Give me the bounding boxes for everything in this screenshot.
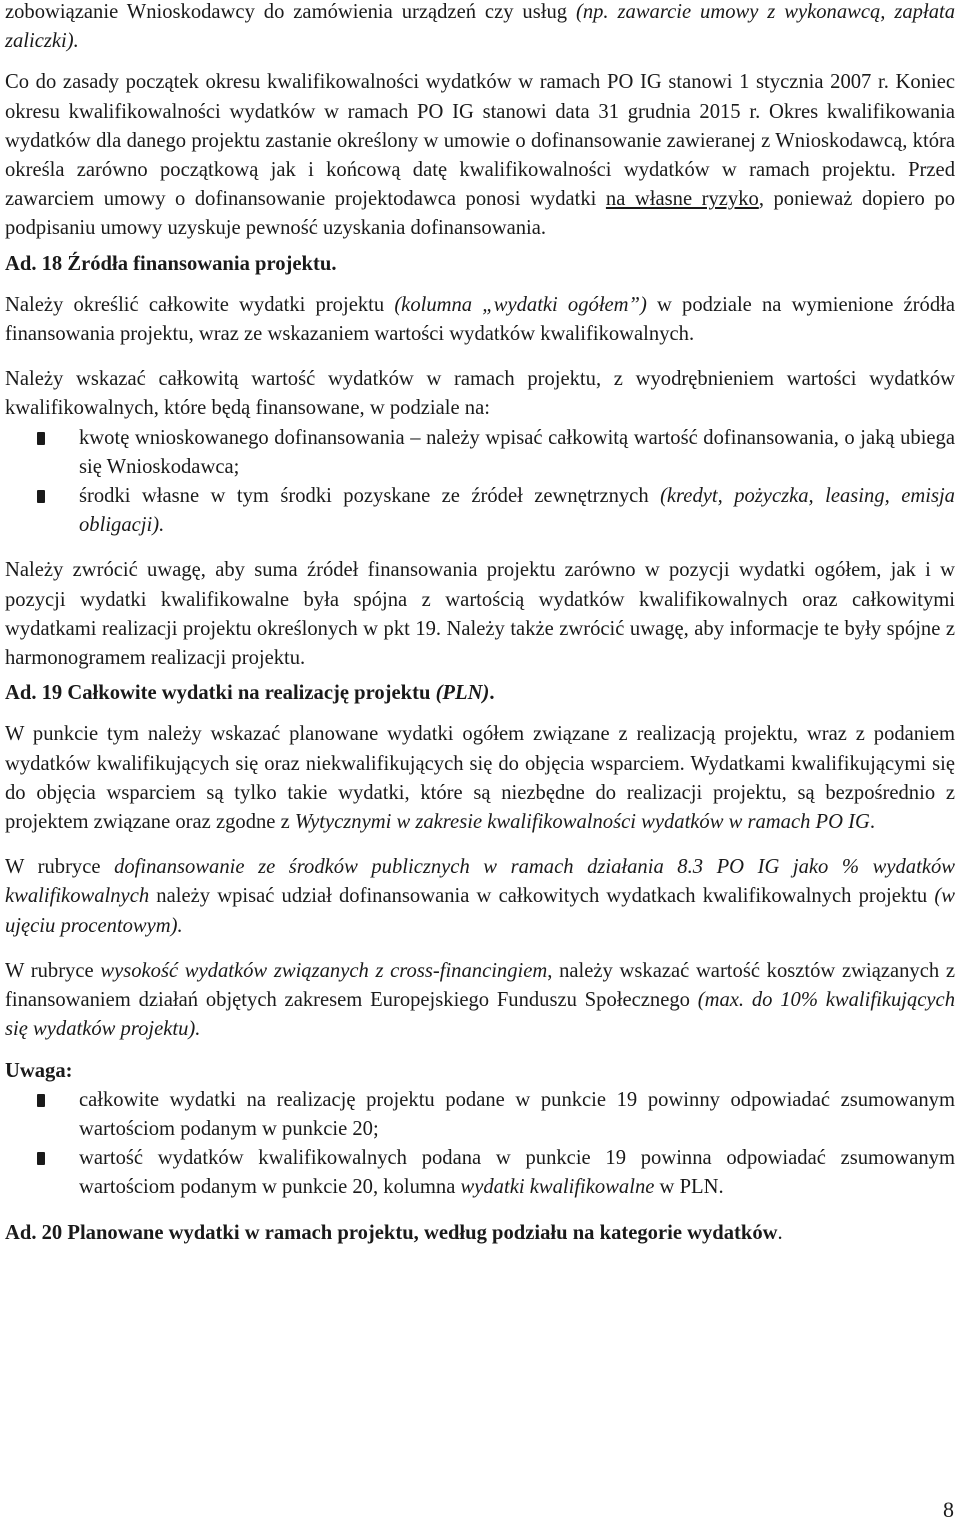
italic-text: (w ujęciu procentowym). <box>5 885 955 937</box>
text: zobowiązanie Wnioskodawcy do zamówienia urządzeń czy usług <box>5 1 576 23</box>
paragraph-total-expenses <box>5 291 955 349</box>
text: , ponieważ dopiero po podpisaniu umowy uzyskuje pewność uzyskania dofinansowania. <box>5 188 955 240</box>
italic-text: (max. do 10% kwalifikujących się wydatków projektu). <box>5 989 955 1041</box>
document-page <box>5 0 955 1248</box>
text: , należy wskazać wartość kosztów związanych z finansowaniem działań objętych zakresem Europejskiego Funduszu Społecznego <box>5 959 955 1012</box>
paragraph-eligibility-period <box>5 68 955 243</box>
notes-list <box>5 1086 955 1203</box>
list-item-text: w PLN. <box>654 1176 724 1199</box>
italic-text: (kolumna „wydatki ogółem”) <box>394 293 647 316</box>
paragraph-consistency: Należy zwrócić uwagę, aby suma źródeł finansowania projektu zarówno w pozycji wydatki ogółem, jak i w pozycji wydatki kwalifikowalne była spójna z wartością wydatków kwalifikowalnych oraz całkowitymi wydatkami realizacji projektu określonych w pkt 19. Należy także zwrócić uwagę, aby informacje te były spójne z harmonogramem realizacji projektu. <box>5 559 955 670</box>
heading-text: . <box>777 1221 783 1244</box>
list-item <box>5 1144 955 1202</box>
paragraph-funding-split: Należy wskazać całkowitą wartość wydatków w ramach projektu, z wyodrębnieniem wartości wydatków kwalifikowalnych, które będą finansowane, w podziale na: <box>5 368 955 420</box>
square-bullet-icon <box>37 490 45 503</box>
text: Należy określić całkowite wydatki projektu <box>5 293 395 316</box>
text: W rubryce <box>5 856 115 879</box>
heading-text: . <box>489 682 495 705</box>
italic-text: Wytycznymi w zakresie kwalifikowalności wydatków w ramach PO IG <box>294 811 870 834</box>
list-item-text: wartość wydatków kwalifikowalnych podana w punkcie 19 powinna odpowiadać zsumowanym wartościom podanym w punkcie 20, kolumna <box>79 1147 955 1199</box>
list-item <box>5 482 955 540</box>
list-item-text: całkowite wydatki na realizację projektu podane w punkcie 19 powinny odpowiadać zsumowanym wartościom podanym w punkcie 20; <box>79 1088 955 1140</box>
list-item <box>5 424 955 482</box>
text: należy wpisać udział dofinansowania w całkowitych wydatkach kwalifikowalnych projektu <box>149 885 935 908</box>
list-item-text: środki własne w tym środki pozyskane ze źródeł zewnętrznych <box>79 485 661 508</box>
page-number: 8 <box>943 1497 954 1522</box>
funding-sources-list <box>5 424 955 541</box>
text: W punkcie tym należy wskazać planowane wydatki ogółem związane z realizacją projektu, wraz z podaniem wydatków kwalifikujących się oraz niekwalifikujących się do objęcia wsparciem. Wydatkami kwalifikującymi się do objęcia wsparciem są tylko takie wydatki, które są niezbędne do realizacji projektu, są bezpośrednio z projektem związane oraz zgodne z <box>5 723 955 834</box>
paragraph-planned-expenses <box>5 720 955 837</box>
text: w podziale na wymienione źródła finansowania projektu, wraz ze wskazaniem wartości wydatków kwalifikowalnych. <box>5 293 955 346</box>
heading-text: Ad. 20 Planowane wydatki w ramach projektu, według podziału na kategorie wydatków <box>5 1221 778 1244</box>
heading-ad-19 <box>5 679 955 708</box>
heading-text: Ad. 19 Całkowite wydatki na realizację projektu <box>5 682 436 705</box>
square-bullet-icon <box>37 1094 45 1107</box>
italic-text: dofinansowanie ze środków publicznych w ramach działania 8.3 PO IG jako % wydatków kwalifikowalnych <box>5 856 955 908</box>
heading-ad-18: Ad. 18 Źródła finansowania projektu. <box>5 252 337 275</box>
italic-text: wysokość wydatków związanych z cross-financingiem <box>100 959 548 982</box>
italic-text: (kredyt, pożyczka, leasing, emisja obligacji). <box>79 485 955 537</box>
heading-ad-20 <box>5 1219 955 1248</box>
paragraph-obligation <box>5 0 955 56</box>
underlined-text: na własne ryzyko <box>605 188 759 211</box>
text: . <box>869 811 876 834</box>
paragraph-cross-financing <box>5 957 955 1045</box>
italic-text: wydatki kwalifikowalne <box>460 1176 655 1199</box>
text: Co do zasady początek okresu kwalifikowalności wydatków w ramach PO IG stanowi 1 stycznia 2007 r. Koniec okresu kwalifikowalności wydatków w ramach PO IG stanowi data 31 grudnia 2015 r. Okres kwalifikowania wydatków dla danego projektu zastanie określony w umowie o dofinansowanie zawieranej z Wnioskodawcą, która określa zarówno początkową jak i końcową datę kwalifikowalności wydatków w ramach projektu. Przed zawarciem umowy o dofinansowanie projektodawca ponosi wydatki <box>5 71 955 211</box>
italic-text: (PLN) <box>435 682 490 705</box>
list-item <box>5 1086 955 1144</box>
list-item-text: kwotę wnioskowanego dofinansowania – należy wpisać całkowitą wartość dofinansowania, o jaką ubiega się Wnioskodawca; <box>79 426 955 478</box>
square-bullet-icon <box>37 1152 45 1165</box>
square-bullet-icon <box>37 432 45 445</box>
text: W rubryce <box>5 959 101 982</box>
heading-uwaga: Uwaga: <box>5 1059 73 1082</box>
paragraph-public-funding <box>5 853 955 941</box>
italic-text: (np. zawarcie umowy z wykonawcą, zapłata zaliczki). <box>5 1 956 53</box>
